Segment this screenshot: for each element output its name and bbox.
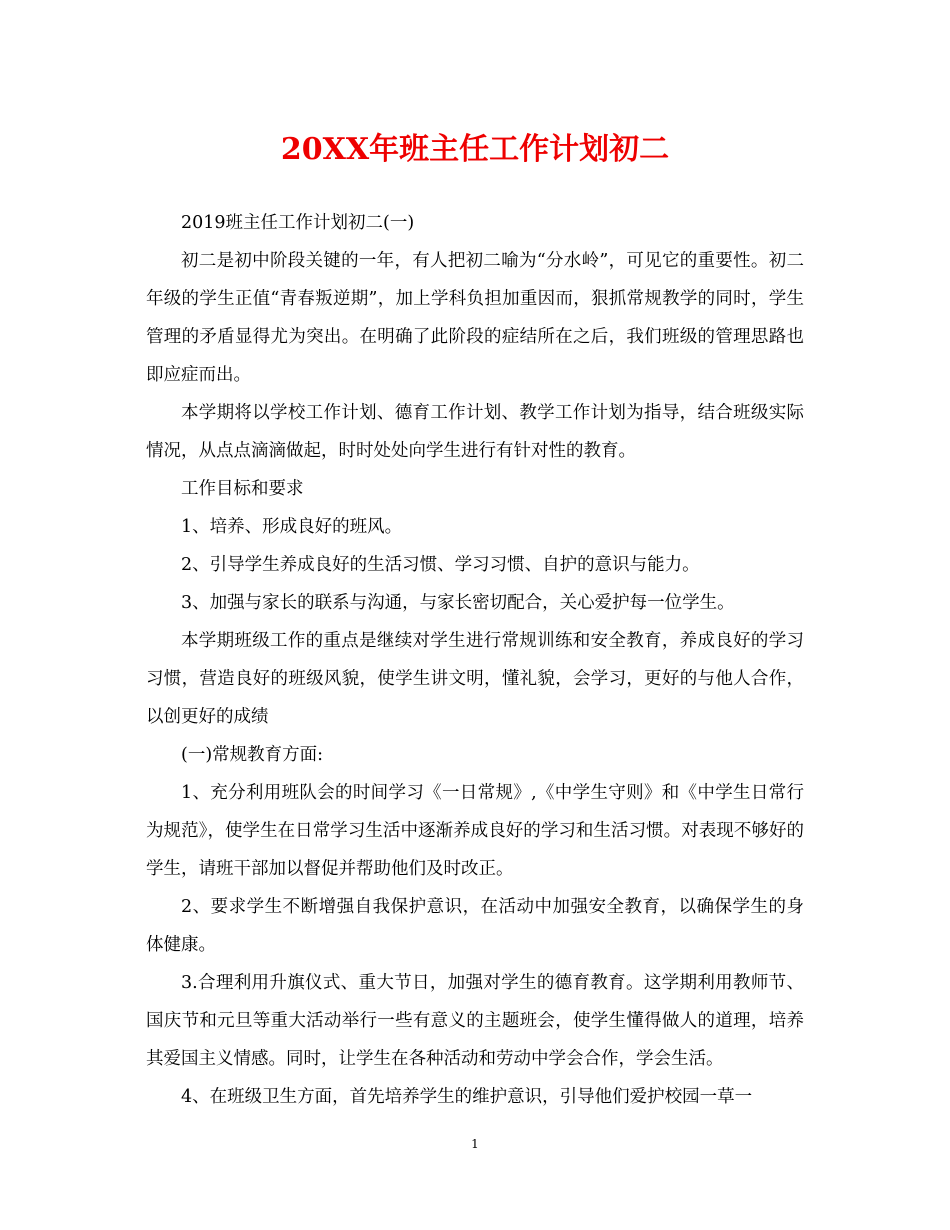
section-heading: 工作目标和要求 <box>181 479 304 499</box>
body-paragraph: 本学期班级工作的重点是继续对学生进行常规训练和安全教育，养成良好的学习习惯，营造良好的班级风貌，使学生讲文明，懂礼貌，会学习，更好的与他人合作，以创更好的成绩 <box>146 631 804 727</box>
list-item: 2、要求学生不断增强自我保护意识，在活动中加强安全教育，以确保学生的身体健康。 <box>146 897 804 955</box>
list-item: 4、在班级卫生方面，首先培养学生的维护意识，引导他们爱护校园一草一 <box>181 1087 753 1107</box>
body-paragraph: 初二是初中阶段关键的一年，有人把初二喻为“分水岭”，可见它的重要性。初二年级的学生正值“青春叛逆期”，加上学科负担加重因而，狠抓常规教学的同时，学生管理的矛盾显得尤为突出。在明确了此阶段的症结所在之后，我们班级的管理思路也即应症而出。 <box>146 251 804 385</box>
list-item: 1、培养、形成良好的班风。 <box>181 517 403 537</box>
list-item: 1、充分利用班队会的时间学习《一日常规》,《中学生守则》和《中学生日常行为规范》，使学生在日常学习生活中逐渐养成良好的学习和生活习惯。对表现不够好的学生，请班干部加以督促并帮助他们及时改正。 <box>146 783 804 879</box>
list-item: 3.合理利用升旗仪式、重大节日，加强对学生的德育教育。这学期利用教师节、国庆节和元旦等重大活动举行一些有意义的主题班会，使学生懂得做人的道理，培养其爱国主义情感。同时，让学生在各种活动和劳动中学会合作，学会生活。 <box>146 973 804 1069</box>
list-item: 2、引导学生养成良好的生活习惯、学习习惯、自护的意识与能力。 <box>181 555 700 575</box>
section-heading: (一)常规教育方面: <box>181 745 324 765</box>
document-title: 20XX年班主任工作计划初二 <box>280 132 670 167</box>
subtitle-paragraph: 2019班主任工作计划初二(一) <box>181 213 415 233</box>
page-number: 1 <box>471 1137 479 1151</box>
list-item: 3、加强与家长的联系与沟通，与家长密切配合，关心爱护每一位学生。 <box>181 593 735 613</box>
body-paragraph: 本学期将以学校工作计划、德育工作计划、教学工作计划为指导，结合班级实际情况，从点点滴滴做起，时时处处向学生进行有针对性的教育。 <box>146 403 804 461</box>
document-body <box>146 204 804 1116</box>
